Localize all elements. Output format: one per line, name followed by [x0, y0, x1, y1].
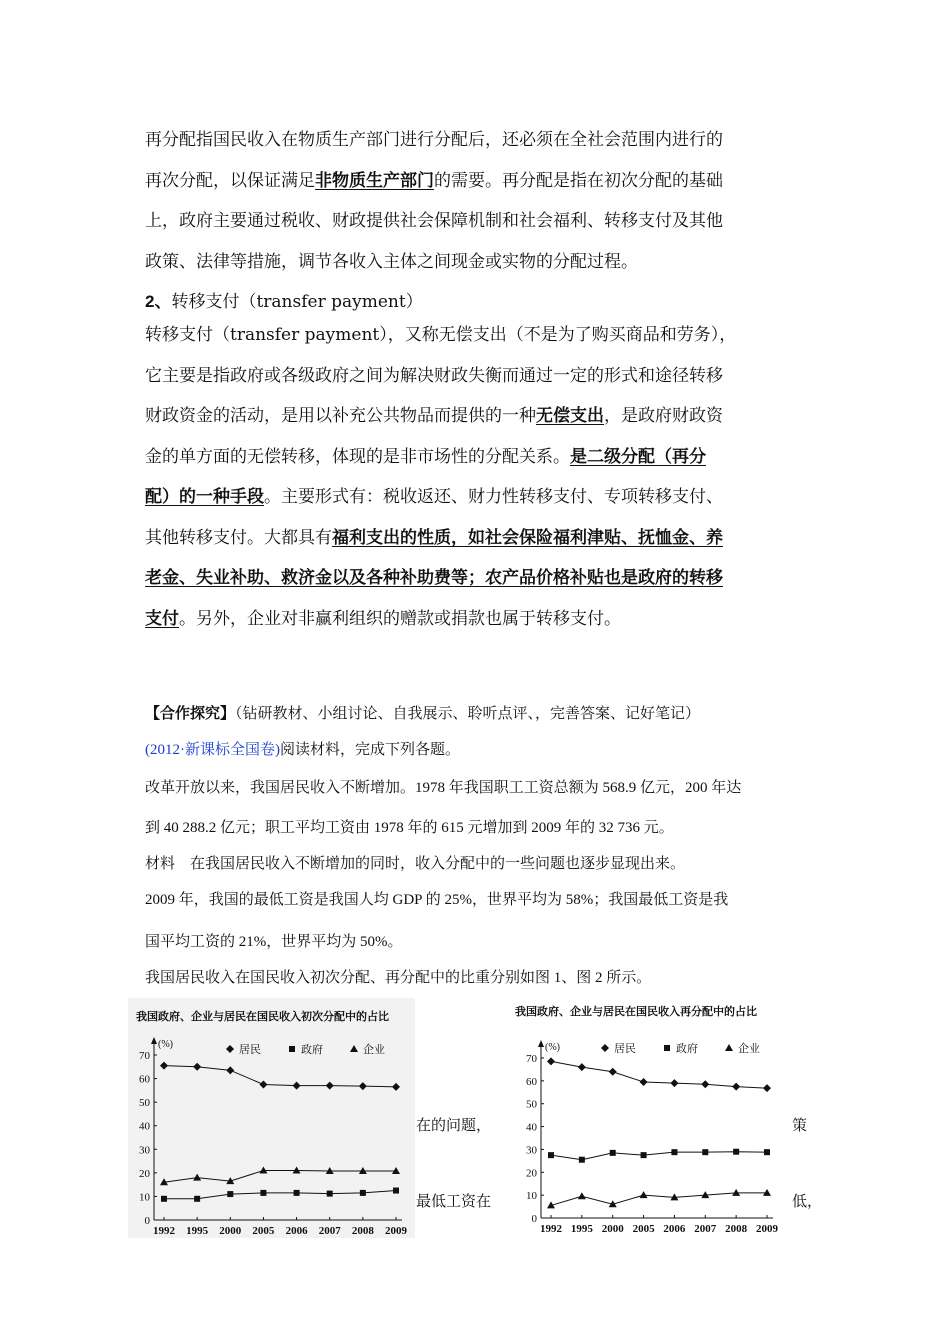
material-line-6: 我国居民收入在国民收入初次分配、再分配中的比重分别如图 1、图 2 所示。: [145, 970, 652, 986]
y-tick-label: 0: [531, 1213, 537, 1225]
x-tick-label: 2008: [725, 1223, 748, 1235]
overlay-text-2: 策: [792, 1118, 808, 1134]
legend-label: 居民: [239, 1043, 261, 1056]
data-point-square: [360, 1190, 366, 1196]
legend-label: 政府: [676, 1042, 698, 1055]
x-tick-label: 2009: [756, 1223, 778, 1235]
legend-label: 政府: [301, 1043, 323, 1056]
data-point-diamond: [763, 1084, 771, 1092]
data-point-diamond: [609, 1068, 617, 1076]
x-tick-label: 2005: [632, 1223, 655, 1235]
data-point-square: [733, 1149, 739, 1155]
data-point-diamond: [193, 1063, 201, 1071]
x-tick-label: 2007: [318, 1225, 341, 1237]
para2-line3: 财政资金的活动，是用以补充公共物品而提供的一种无偿支出，是政府财政资: [145, 406, 723, 426]
para2-line1: 转移支付（transfer payment），又称无偿支出（不是为了购买商品和劳务），: [145, 325, 737, 345]
data-point-diamond: [259, 1080, 267, 1088]
chart-redistribution: [497, 996, 792, 1238]
y-tick-label: 20: [139, 1167, 150, 1180]
chart-title: 我国政府、企业与居民在国民收入再分配中的占比: [515, 1005, 757, 1018]
data-point-square: [764, 1149, 770, 1155]
chart-primary-distribution-svg: [128, 998, 415, 1238]
para2-line2: 它主要是指政府或各级政府之间为解决财政失衡而通过一定的形式和途径转移: [145, 365, 723, 386]
para2-line7: 老金、失业补助、救济金以及各种补助费等；农产品价格补贴也是政府的转移: [145, 568, 723, 588]
y-tick-label: 30: [526, 1144, 537, 1157]
y-axis-label: (%): [545, 1042, 560, 1053]
para1-line4: 政策、法律等措施，调节各收入主体之间现金或实物的分配过程。: [145, 251, 638, 272]
data-point-diamond: [640, 1078, 648, 1086]
y-tick-label: 60: [526, 1075, 537, 1088]
y-tick-label: 20: [526, 1167, 537, 1180]
data-point-diamond: [670, 1079, 678, 1087]
x-tick-label: 1995: [186, 1225, 209, 1237]
y-tick-label: 70: [139, 1050, 150, 1062]
x-tick-label: 2000: [219, 1225, 242, 1237]
para2-line8: 支付。另外，企业对非赢利组织的赠款或捐款也属于转移支付。: [145, 608, 621, 629]
x-tick-label: 2009: [385, 1225, 407, 1237]
data-point-square: [641, 1152, 647, 1158]
data-point-diamond: [578, 1063, 586, 1071]
data-point-triangle: [193, 1174, 201, 1181]
y-tick-label: 40: [139, 1120, 150, 1133]
data-point-diamond: [359, 1082, 367, 1090]
cooperative-inquiry-heading: 【合作探究】（钻研教材、小组讨论、自我展示、聆听点评、，完善答案、记好笔记）: [145, 704, 701, 722]
data-point-diamond: [701, 1080, 709, 1088]
para2-line5: 配）的一种手段。主要形式有：税收返还、财力性转移支付、专项转移支付、: [145, 487, 723, 507]
x-tick-label: 2007: [694, 1223, 717, 1235]
x-tick-label: 2000: [601, 1223, 624, 1235]
y-tick-label: 70: [526, 1053, 537, 1065]
data-point-triangle: [640, 1191, 648, 1198]
data-point-diamond: [732, 1083, 740, 1091]
data-point-diamond: [160, 1062, 168, 1070]
data-point-square: [702, 1149, 708, 1155]
data-point-square: [260, 1190, 266, 1196]
data-point-diamond: [293, 1082, 301, 1090]
y-tick-label: 50: [139, 1097, 150, 1110]
legend-marker-diamond: [601, 1044, 609, 1052]
chart-title: 我国政府、企业与居民在国民收入初次分配中的占比: [136, 1010, 389, 1023]
data-point-diamond: [392, 1083, 400, 1091]
data-point-triangle: [578, 1192, 586, 1199]
data-point-square: [393, 1188, 399, 1194]
data-point-square: [610, 1150, 616, 1156]
y-axis-arrow: [151, 1037, 157, 1044]
question-source: (2012·新课标全国卷)阅读材料，完成下列各题。: [145, 742, 461, 758]
material-line-3: 材料 在我国居民收入不断增加的同时，收入分配中的一些问题也逐步显现出来。: [145, 856, 686, 872]
legend-label: 企业: [363, 1043, 385, 1056]
data-point-square: [294, 1190, 300, 1196]
y-tick-label: 60: [139, 1073, 150, 1086]
para1-line2: 再次分配，以保证满足非物质生产部门的需要。再分配是指在初次分配的基础: [145, 170, 723, 191]
chart-primary-distribution: [128, 998, 415, 1238]
data-point-square: [671, 1149, 677, 1155]
legend-marker-square: [289, 1046, 295, 1052]
paragraph-transfer-payment: [145, 315, 810, 639]
legend-marker-diamond: [226, 1045, 234, 1053]
overlay-text-3: 最低工资在: [416, 1194, 492, 1210]
y-tick-label: 10: [139, 1191, 150, 1204]
y-tick-label: 10: [526, 1190, 537, 1203]
x-tick-label: 1992: [153, 1225, 175, 1237]
x-tick-label: 2006: [285, 1225, 308, 1237]
legend-marker-square: [664, 1045, 670, 1051]
y-axis-arrow: [538, 1040, 544, 1047]
x-tick-label: 1992: [540, 1223, 562, 1235]
para1-line1: 再分配指国民收入在物质生产部门进行分配后，还必须在全社会范围内进行的: [145, 130, 723, 150]
legend-marker-triangle: [350, 1045, 358, 1052]
y-tick-label: 40: [526, 1121, 537, 1134]
x-tick-label: 1995: [570, 1223, 593, 1235]
data-point-square: [227, 1191, 233, 1197]
legend-label: 居民: [614, 1042, 636, 1055]
legend-marker-triangle: [725, 1044, 733, 1051]
material-line-4: 2009 年，我国的最低工资是我国人均 GDP 的 25%，世界平均为 58%；我国最低工资是我: [145, 892, 729, 908]
y-tick-label: 30: [139, 1144, 150, 1157]
x-tick-label: 2006: [663, 1223, 686, 1235]
para2-line4: 金的单方面的无偿转移，体现的是非市场性的分配关系。是二级分配（再分: [145, 446, 706, 467]
paragraph-redistribution: [145, 120, 810, 282]
section-heading-transfer-payment: 2、转移支付（transfer payment）: [145, 292, 423, 312]
y-tick-label: 50: [526, 1098, 537, 1111]
data-point-diamond: [547, 1057, 555, 1065]
data-point-diamond: [226, 1066, 234, 1074]
data-point-square: [161, 1196, 167, 1202]
y-tick-label: 0: [144, 1215, 150, 1227]
para1-line3: 上，政府主要通过税收、财政提供社会保障机制和社会福利、转移支付及其他: [145, 211, 723, 231]
legend-label: 企业: [738, 1042, 760, 1055]
data-point-square: [327, 1191, 333, 1197]
chart-redistribution-svg: [497, 996, 792, 1238]
x-tick-label: 2008: [351, 1225, 374, 1237]
data-point-square: [579, 1157, 585, 1163]
material-line-2: 到 40 288.2 亿元；职工平均工资由 1978 年的 615 元增加到 2009 年的 32 736 元。: [145, 820, 674, 836]
material-line-1: 改革开放以来，我国居民收入不断增加。1978 年我国职工工资总额为 568.9 亿元，200 年达: [145, 780, 742, 796]
y-axis-label: (%): [158, 1039, 173, 1050]
data-point-square: [548, 1152, 554, 1158]
overlay-text-1: 在的问题，: [416, 1118, 492, 1134]
data-point-diamond: [326, 1082, 334, 1090]
overlay-text-4: 低，: [792, 1194, 823, 1210]
para2-line6: 其他转移支付。大都具有福利支出的性质，如社会保险福利津贴、抚恤金、养: [145, 527, 723, 548]
x-tick-label: 2005: [252, 1225, 275, 1237]
data-point-square: [194, 1196, 200, 1202]
material-line-5: 国平均工资的 21%，世界平均为 50%。: [145, 934, 403, 950]
